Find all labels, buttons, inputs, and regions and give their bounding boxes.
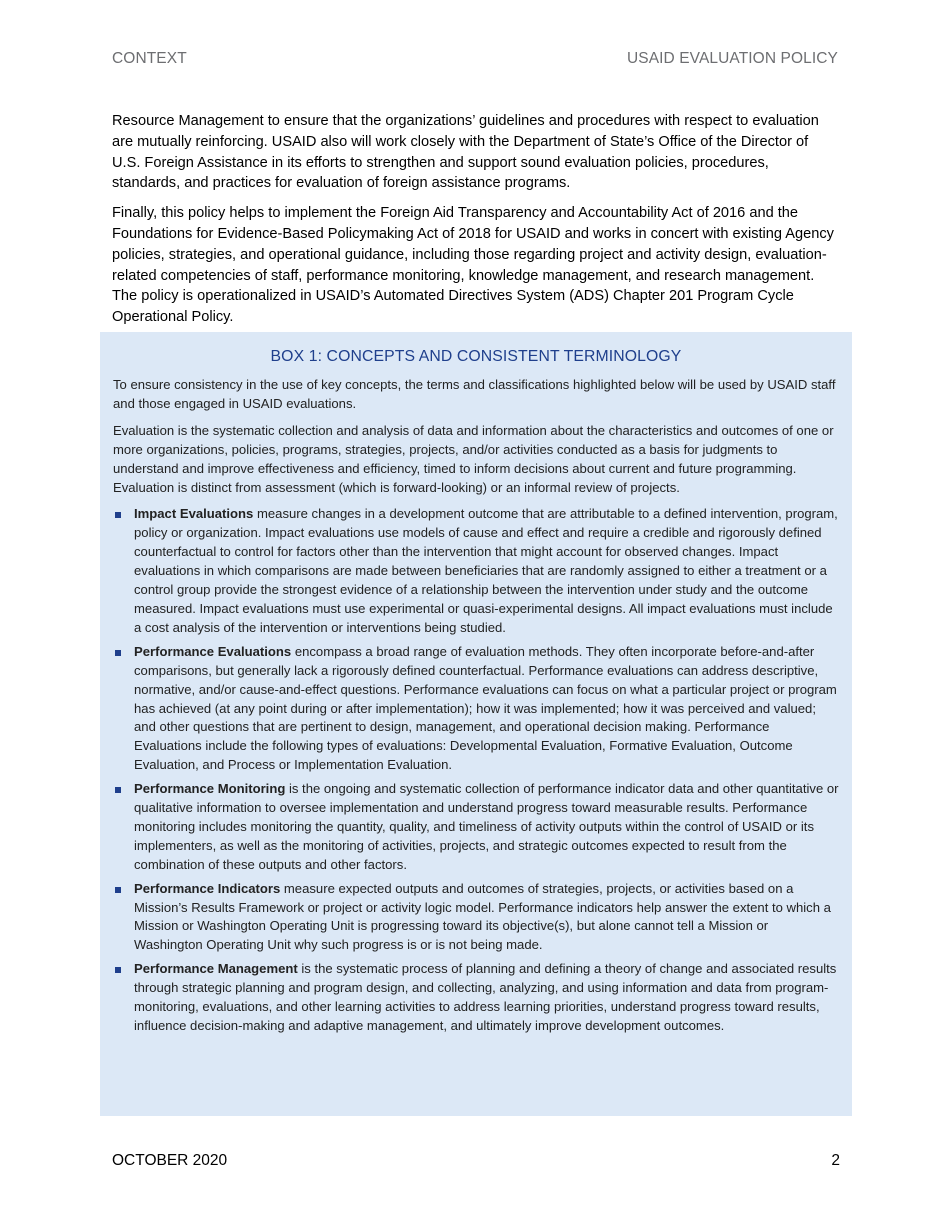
- box-title: BOX 1: CONCEPTS AND CONSISTENT TERMINOLOGY: [270, 348, 682, 365]
- square-bullet-icon: [115, 650, 121, 656]
- term-name: Performance Management: [134, 961, 298, 977]
- term-list: [113, 505, 839, 1035]
- term-definition: measure changes in a development outcome that are attributable to a defined intervention, program, policy or organization. Impact evaluations use models of cause and effect and require a credible and rigorously defined counterfactual to control for factors other than the intervention that might account for observed changes. Impact evaluations in which comparisons are made between beneficiaries that are randomly assigned to either a treatment or a control group provide the strongest evidence of a relationship between the intervention under study and the outcome measured. Impact evaluations must use experimental or quasi-experimental designs. All impact evaluations must include a cost analysis of the intervention or interventions being studied.: [134, 506, 838, 635]
- square-bullet-icon: [115, 512, 121, 518]
- terminology-box: [100, 332, 852, 1116]
- page-number: 2: [831, 1152, 840, 1169]
- term-name: Performance Evaluations: [134, 643, 292, 659]
- square-bullet-icon: [115, 787, 121, 793]
- box-intro: To ensure consistency in the use of key concepts, the terms and classifications highlighted below will be used by USAID staff and those engaged in USAID evaluations.: [113, 377, 836, 411]
- term-item: [113, 643, 839, 775]
- square-bullet-icon: [115, 967, 121, 973]
- running-header-section: CONTEXT: [112, 50, 187, 67]
- running-header-title: USAID EVALUATION POLICY: [626, 50, 838, 67]
- term-item: [113, 780, 839, 875]
- term-name: Performance Indicators: [134, 880, 281, 896]
- term-item: [113, 960, 839, 1036]
- square-bullet-icon: [115, 887, 121, 893]
- term-name: Performance Monitoring: [134, 781, 286, 797]
- term-definition: is the systematic process of planning and defining a theory of change and associated results through strategic planning and program design, and collecting, analyzing, and using information and data from program-monitoring, evaluations, and other learning activities to address learning priorities, understand progress toward results, influence decision-making and adaptive management, and ultimately improve development outcomes.: [134, 961, 837, 1033]
- term-item: [113, 880, 839, 956]
- box-definition: Evaluation is the systematic collection and analysis of data and information about the characteristics and outcomes of one or more organizations, policies, programs, strategies, projects, and/or activities conducted as a basis for judgments to understand and improve effectiveness and efficiency, timed to inform decisions about current and future programming. Evaluation is distinct from assessment (which is forward-looking) or an informal review of projects.: [113, 422, 834, 495]
- term-definition: encompass a broad range of evaluation methods. They often incorporate before-and-after comparisons, but generally lack a rigorously defined counterfactual. Performance evaluations can address descriptive, normative, and/or cause-and-effect questions. Performance evaluations can focus on what a particular project or program has achieved (at any point during or after implementation); how it was implemented; how it was perceived and valued; and other questions that are pertinent to design, management, and operational decision making. Performance Evaluations include the following types of evaluations: Developmental Evaluation, Formative Evaluation, Outcome Evaluation, and Process or Implementation Evaluation.: [134, 643, 837, 773]
- term-definition: is the ongoing and systematic collection of performance indicator data and other quantitative or qualitative information to oversee implementation and understand progress toward measurable results. Performance monitoring includes monitoring the quantity, quality, and timeliness of activity outputs within the control of USAID or its implementers, as well as the monitoring of activities, projects, and strategic outcomes expected to result from the combination of these outputs and other factors.: [134, 781, 839, 872]
- term-name: Impact Evaluations: [134, 506, 254, 522]
- term-definition: measure expected outputs and outcomes of strategies, projects, or activities based on a Mission’s Results Framework or project or activity logic model. Performance indicators help answer the extent to which a Mission or Washington Operating Unit is progressing toward its objective(s), but alone cannot tell a Mission or Washington Operating Unit why such progress is or is not being made.: [134, 880, 831, 953]
- footer-date: OCTOBER 2020: [112, 1152, 228, 1169]
- body-paragraph: Resource Management to ensure that the organizations’ guidelines and procedures with respect to evaluation are mutually reinforcing. USAID also will work closely with the Department of State’s Office of the Director of U.S. Foreign Assistance in its efforts to strengthen and support sound evaluation policies, procedures, standards, and practices for evaluation of foreign assistance programs.: [112, 113, 819, 192]
- body-text: [112, 111, 840, 337]
- body-paragraph: Finally, this policy helps to implement the Foreign Aid Transparency and Accountability Act of 2016 and the Foundations for Evidence-Based Policymaking Act of 2018 for USAID and works in concert with existing Agency policies, strategies, and operational guidance, including those regarding project and activity design, evaluation-related competencies of staff, performance monitoring, knowledge management, and research management. The policy is operationalized in USAID’s Automated Directives System (ADS) Chapter 201 Program Cycle Operational Policy.: [112, 205, 834, 326]
- term-item: [113, 505, 839, 637]
